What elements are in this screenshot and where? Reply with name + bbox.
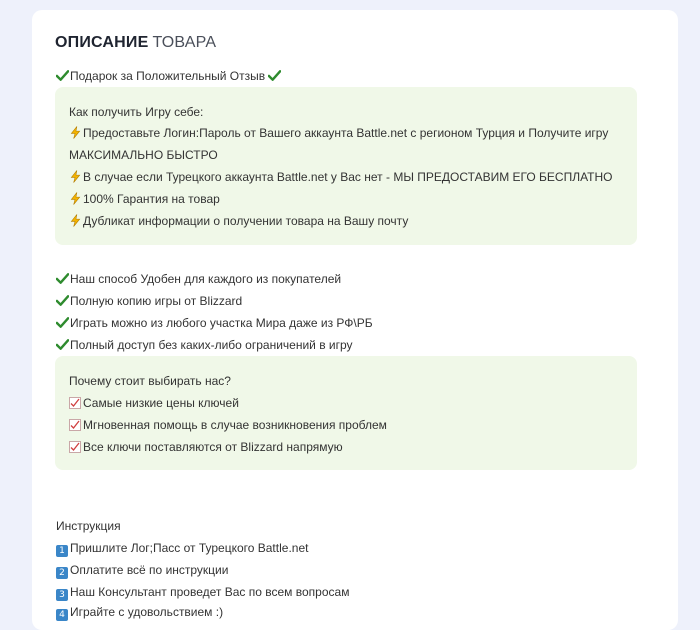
how-item [69,192,220,206]
how-item [69,170,612,184]
benefit-text: Наш способ Удобен для каждого из покупателей [70,272,342,286]
how-item-text: Предоставьте Логин:Пароль от Вашего аккаунта Battle.net с регионом Турция и Получите игру [83,126,609,140]
lightning-icon [69,170,82,183]
lightning-icon [69,214,82,227]
benefit-item [56,338,353,352]
checkmark-icon [268,69,281,82]
title-light: ТОВАРА [152,34,217,51]
why-item [69,418,387,432]
checkmark-icon [56,69,69,82]
benefit-item [56,272,341,286]
instruction-step [56,585,349,601]
why-item-text: Мгновенная помощь в случае возникновения проблем [83,418,387,432]
benefit-text: Полный доступ без каких-либо ограничений в игру [70,338,353,352]
keycap-number-icon: 3 [56,589,68,601]
lightning-icon [69,192,82,205]
checkbox-checked-icon [69,441,81,453]
keycap-number-icon: 1 [56,545,68,557]
how-item-text: Дубликат информации о получении товара на Вашу почту [83,214,409,228]
instruction-text: Пришлите Лог;Пасс от Турецкого Battle.net [70,541,309,555]
how-item [69,126,608,140]
checkmark-icon [56,338,69,351]
keycap-number-icon: 2 [56,567,68,579]
benefit-text: Полную копию игры от Blizzard [70,294,243,308]
checkbox-checked-icon [69,397,81,409]
why-heading: Почему стоит выбирать нас? [69,374,231,388]
instruction-step [56,605,223,621]
gift-text: Подарок за Положительный Отзыв [70,69,266,83]
why-item-text: Самые низкие цены ключей [83,396,239,410]
section-title [55,34,216,52]
checkmark-icon [56,316,69,329]
benefit-item [56,294,242,308]
why-item [69,440,343,454]
checkbox-checked-icon [69,419,81,431]
benefit-item [56,316,373,330]
instruction-step [56,563,228,579]
how-item [69,214,408,228]
instruction-text: Наш Консультант проведет Вас по всем вопросам [70,585,350,599]
checkmark-icon [56,272,69,285]
why-item [69,396,239,410]
instruction-text: Оплатите всё по инструкции [70,563,229,577]
instruction-text: Играйте с удовольствием :) [70,605,224,619]
instruction-step [56,541,308,557]
benefit-text: Играть можно из любого участка Мира даже из РФ\РБ [70,316,373,330]
how-item-text: В случае если Турецкого аккаунта Battle.net у Вас нет - МЫ ПРЕДОСТАВИМ ЕГО БЕСПЛАТНО [83,170,613,184]
gift-line [56,69,282,83]
how-item-text: 100% Гарантия на товар [83,192,220,206]
how-heading: Как получить Игру себе: [69,105,204,119]
why-choose-box [55,356,637,470]
how-item-continuation: МАКСИМАЛЬНО БЫСТРО [69,148,218,162]
checkmark-icon [56,294,69,307]
keycap-number-icon: 4 [56,609,68,621]
instructions-heading: Инструкция [56,519,121,533]
why-item-text: Все ключи поставляются от Blizzard напрямую [83,440,343,454]
how-to-get-box [55,87,637,245]
lightning-icon [69,126,82,139]
title-bold: ОПИСАНИЕ [55,34,149,51]
